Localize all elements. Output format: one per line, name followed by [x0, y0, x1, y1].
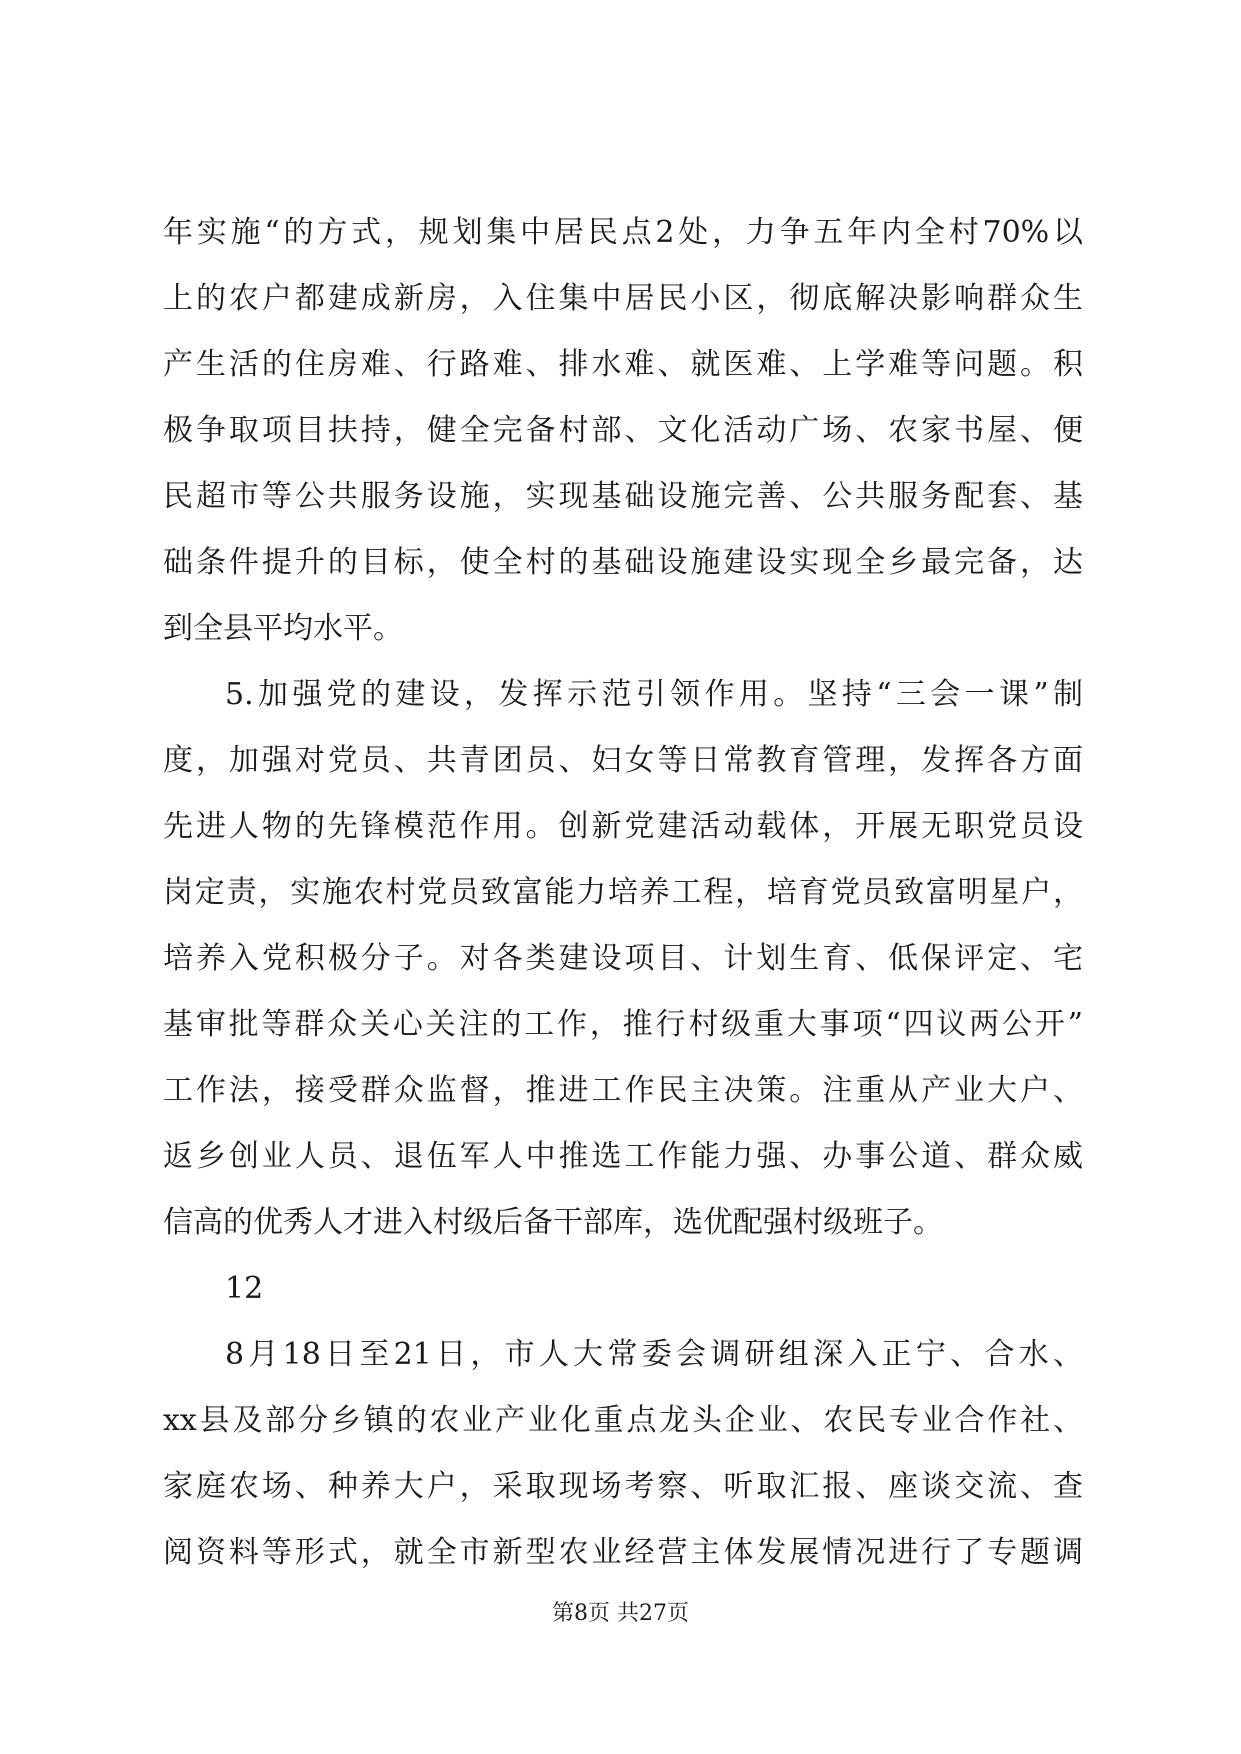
text-line: 极争取项目扶持，健全完备村部、文化活动广场、农家书屋、便: [163, 413, 1083, 448]
text-line: 工作法，接受群众监督，推进工作民主决策。注重从产业大户、: [163, 1073, 1083, 1108]
text-line: 先进人物的先锋模范作用。创新党建活动载体，开展无职党员设: [163, 809, 1083, 844]
text-line: 民超市等公共服务设施，实现基础设施完善、公共服务配套、基: [163, 479, 1083, 514]
text-line: 信高的优秀人才进入村级后备干部库，选优配强村级班子。: [163, 1205, 943, 1240]
document-body: [163, 200, 1083, 1586]
text-line: 基审批等群众关心关注的工作，推行村级重大事项“四议两公开”: [163, 1007, 1083, 1042]
section-number: 12: [225, 1271, 264, 1306]
text-line: 度，加强对党员、共青团员、妇女等日常教育管理，发挥各方面: [163, 743, 1083, 778]
text-line: 阅资料等形式，就全市新型农业经营主体发展情况进行了专题调: [163, 1535, 1083, 1570]
text-line: 家庭农场、种养大户，采取现场考察、听取汇报、座谈交流、查: [163, 1469, 1083, 1504]
text-line: 岗定责，实施农村党员致富能力培养工程，培育党员致富明星户，: [163, 875, 1083, 910]
text-line: 返乡创业人员、退伍军人中推选工作能力强、办事公道、群众威: [163, 1139, 1083, 1174]
paragraph-heading-line: 5.加强党的建设，发挥示范引领作用。坚持“三会一课”制: [225, 677, 1083, 712]
text-line: 础条件提升的目标，使全村的基础设施建设实现全乡最完备，达: [163, 545, 1083, 580]
text-line: 到全县平均水平。: [163, 611, 403, 646]
text-line: xx县及部分乡镇的农业产业化重点龙头企业、农民专业合作社、: [163, 1403, 1083, 1438]
text-line: 产生活的住房难、行路难、排水难、就医难、上学难等问题。积: [163, 347, 1083, 382]
text-line: 年实施“的方式，规划集中居民点2处，力争五年内全村70%以: [163, 215, 1083, 250]
text-line: 培养入党积极分子。对各类建设项目、计划生育、低保评定、宅: [163, 941, 1083, 976]
text-line: 上的农户都建成新房，入住集中居民小区，彻底解决影响群众生: [163, 281, 1083, 316]
paragraph-first-line: 8月18日至21日，市人大常委会调研组深入正宁、合水、: [225, 1337, 1083, 1372]
page-number-footer: 第8页 共27页: [552, 1601, 689, 1626]
